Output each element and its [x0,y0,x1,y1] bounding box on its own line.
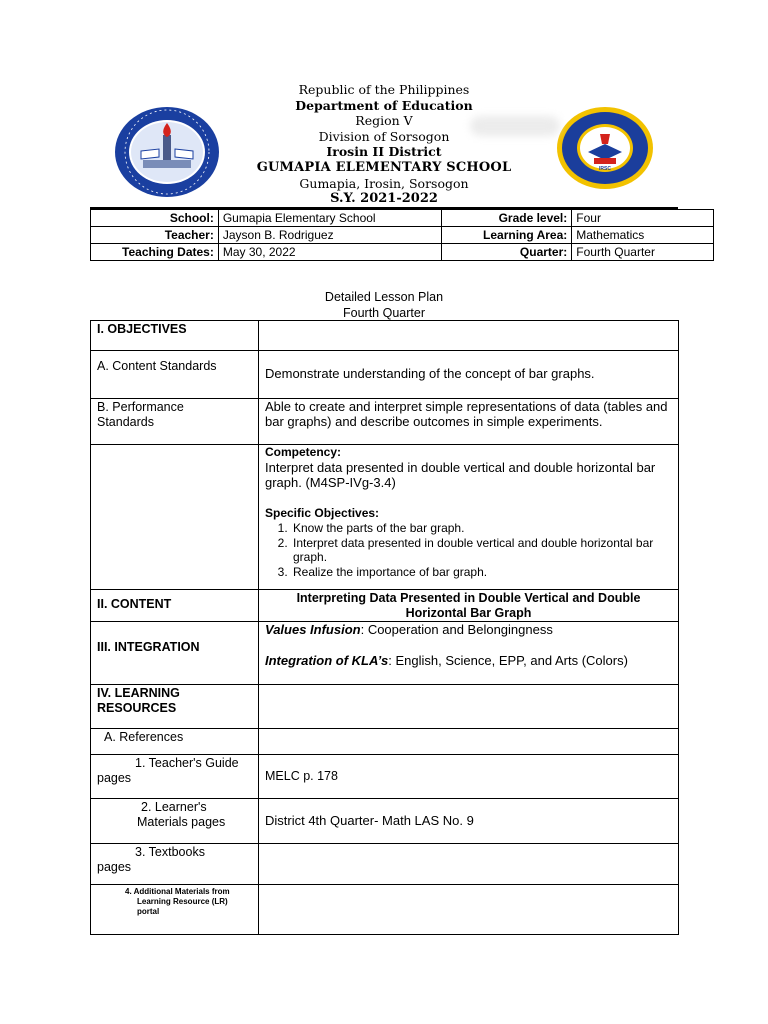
references-value [259,729,679,755]
table-row [91,844,679,885]
content-standards-label: A. Content Standards [91,351,259,399]
content-value: Interpreting Data Presented in Double Vertical and Double Horizontal Bar Graph [259,590,679,622]
division-line: Division of Sorsogon [318,128,450,144]
address-line: Gumapia, Irosin, Sorsogon [299,175,469,191]
info-row [91,227,714,244]
additional-materials-label [91,885,259,935]
values-infusion-heading: Values Infusion [265,622,361,637]
performance-label-line1: B. Performance [97,400,184,414]
textbooks-value [259,844,679,885]
references-label: A. References [91,729,259,755]
learning-area-value: Mathematics [572,227,714,244]
school-seal-inner-text: IRSC [599,166,611,172]
content-label: II. CONTENT [91,590,259,622]
info-table [90,209,714,261]
competency-cell [259,445,679,590]
document-header [0,82,768,207]
department-line: Department of Education [295,97,473,113]
table-row [91,755,679,799]
quarter-value: Fourth Quarter [572,244,714,261]
kla-heading: Integration of KLA’s [265,653,389,668]
additional-materials-line2: Learning Resource (LR) [137,897,228,906]
info-row [91,244,714,261]
kla-value: : English, Science, EPP, and Arts (Colors) [388,653,628,668]
teacher-value: Jayson B. Rodriguez [218,227,442,244]
performance-standards-label [91,399,259,445]
integration-label: III. INTEGRATION [91,622,259,685]
objectives-label: I. OBJECTIVES [91,321,259,351]
textbooks-label-line1: 3. Textbooks [135,845,205,859]
school-value: Gumapia Elementary School [218,210,442,227]
table-row [91,351,679,399]
teachers-guide-label [91,755,259,799]
table-row [91,685,679,729]
learning-resources-label: IV. LEARNING RESOURCES [91,685,259,729]
competency-heading: Competency: [265,445,342,459]
school-year-line: S.Y. 2021-2022 [330,191,438,207]
table-row [91,799,679,844]
info-row [91,210,714,227]
list-item: 1. Know the parts of the bar graph. [291,521,672,536]
integration-cell [259,622,679,685]
learning-area-label: Learning Area: [442,227,572,244]
learners-materials-label [91,799,259,844]
values-infusion-line [265,622,672,637]
additional-materials-line1: 4. Additional Materials from [125,887,230,896]
list-item: 3. Realize the importance of bar graph. [291,565,672,580]
additional-materials-value [259,885,679,935]
textbooks-label [91,844,259,885]
content-standards-value: Demonstrate understanding of the concept of bar graphs. [259,351,679,399]
quarter-label: Quarter: [442,244,572,261]
values-infusion-value: : Cooperation and Belongingness [360,622,553,637]
table-row [91,321,679,351]
teaching-dates-value: May 30, 2022 [218,244,442,261]
school-name-line: GUMAPIA ELEMENTARY SCHOOL [256,159,512,175]
specific-objectives-list [265,521,672,579]
teacher-label: Teacher: [91,227,219,244]
kla-line [265,653,672,668]
list-item: 2. Interpret data presented in double vertical and double horizontal bar graph. [291,536,672,565]
region-line: Region V [355,113,413,129]
teachers-guide-label-line1: 1. Teacher's Guide [135,756,239,770]
table-row [91,885,679,935]
textbooks-label-line2: pages [97,860,132,874]
lesson-plan-table [90,320,679,935]
teaching-dates-label: Teaching Dates: [91,244,219,261]
table-row [91,622,679,685]
table-row [91,445,679,590]
competency-value: Interpret data presented in double vertical and double horizontal bar graph. (M4SP-IVg-3.4) [265,460,656,490]
table-row [91,399,679,445]
teachers-guide-label-line2: pages [97,771,132,785]
school-label: School: [91,210,219,227]
district-line: Irosin II District [326,144,442,160]
learning-resources-value [259,685,679,729]
performance-label-line2: Standards [97,415,154,429]
additional-materials-line3: portal [137,907,160,916]
specific-objectives-heading: Specific Objectives: [265,506,380,520]
grade-label: Grade level: [442,210,572,227]
performance-standards-value: Able to create and interpret simple representations of data (tables and bar graphs) and describe outcomes in simple experiments. [259,399,679,445]
table-row [91,590,679,622]
objectives-value [259,321,679,351]
table-row [91,729,679,755]
learners-materials-value: District 4th Quarter- Math LAS No. 9 [259,799,679,844]
competency-label-cell [91,445,259,590]
plan-title: Detailed Lesson Plan [324,290,444,304]
teachers-guide-value: MELC p. 178 [259,755,679,799]
grade-value: Four [572,210,714,227]
learners-materials-label-line2: Materials pages [137,815,226,829]
plan-subtitle: Fourth Quarter [343,306,425,320]
republic-line: Republic of the Philippines [298,82,470,97]
learners-materials-label-line1: 2. Learner's [141,800,207,814]
